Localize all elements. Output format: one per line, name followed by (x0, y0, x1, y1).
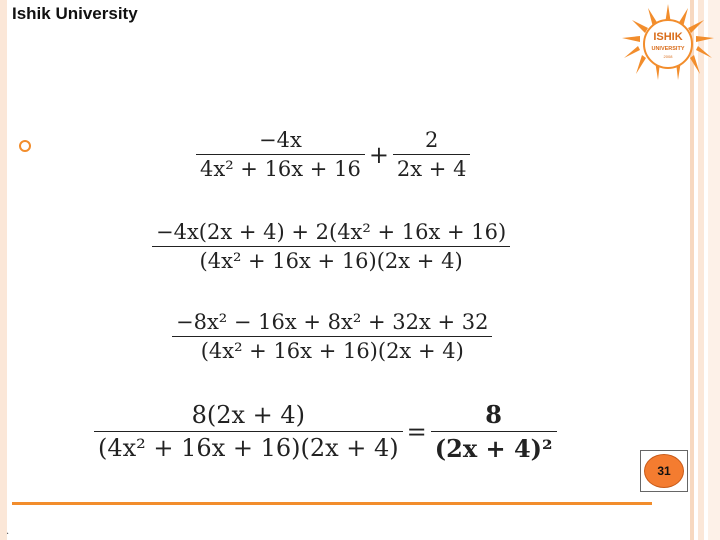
numerator: 8 (485, 400, 502, 429)
fraction-bar (172, 336, 492, 337)
plus-operator: + (368, 140, 389, 169)
fraction (94, 401, 403, 462)
fraction (172, 310, 492, 363)
fraction-bar (94, 431, 403, 432)
numerator: 8(2x + 4) (191, 401, 306, 429)
fraction-bar (393, 154, 471, 155)
numerator: −4x(2x + 4) + 2(4x² + 16x + 16) (156, 220, 507, 244)
university-logo (618, 2, 718, 82)
result-fraction (431, 400, 557, 463)
numerator: 2 (424, 128, 439, 152)
denominator: (4x² + 16x + 16)(2x + 4) (199, 249, 463, 273)
slide-header: Ishik University (12, 4, 138, 23)
footer-divider (12, 502, 652, 505)
fraction (393, 128, 471, 181)
fraction (196, 128, 365, 181)
equation-step-4 (94, 400, 557, 463)
footer-mark: . (6, 526, 10, 537)
bullet-icon (19, 140, 31, 152)
numerator: −8x² − 16x + 8x² + 32x + 32 (176, 310, 489, 334)
svg-text:2008: 2008 (663, 54, 673, 59)
equation-step-1 (196, 128, 470, 181)
equals-operator: = (406, 417, 427, 446)
page-number-badge (640, 450, 688, 492)
equation-step-2 (152, 220, 510, 273)
equation-step-3 (172, 310, 492, 363)
fraction-bar (152, 246, 510, 247)
svg-text:ISHIK: ISHIK (653, 31, 683, 43)
denominator: 4x² + 16x + 16 (200, 157, 361, 181)
numerator: −4x (259, 128, 302, 152)
svg-text:UNIVERSITY: UNIVERSITY (651, 46, 685, 52)
fraction-bar (196, 154, 365, 155)
denominator: (2x + 4)² (434, 434, 553, 463)
left-decor-bar (0, 0, 10, 540)
page-number: 31 (644, 454, 684, 488)
denominator: 2x + 4 (396, 157, 467, 181)
denominator: (4x² + 16x + 16)(2x + 4) (200, 339, 464, 363)
fraction (152, 220, 510, 273)
fraction-bar (431, 431, 557, 432)
denominator: (4x² + 16x + 16)(2x + 4) (98, 434, 399, 462)
